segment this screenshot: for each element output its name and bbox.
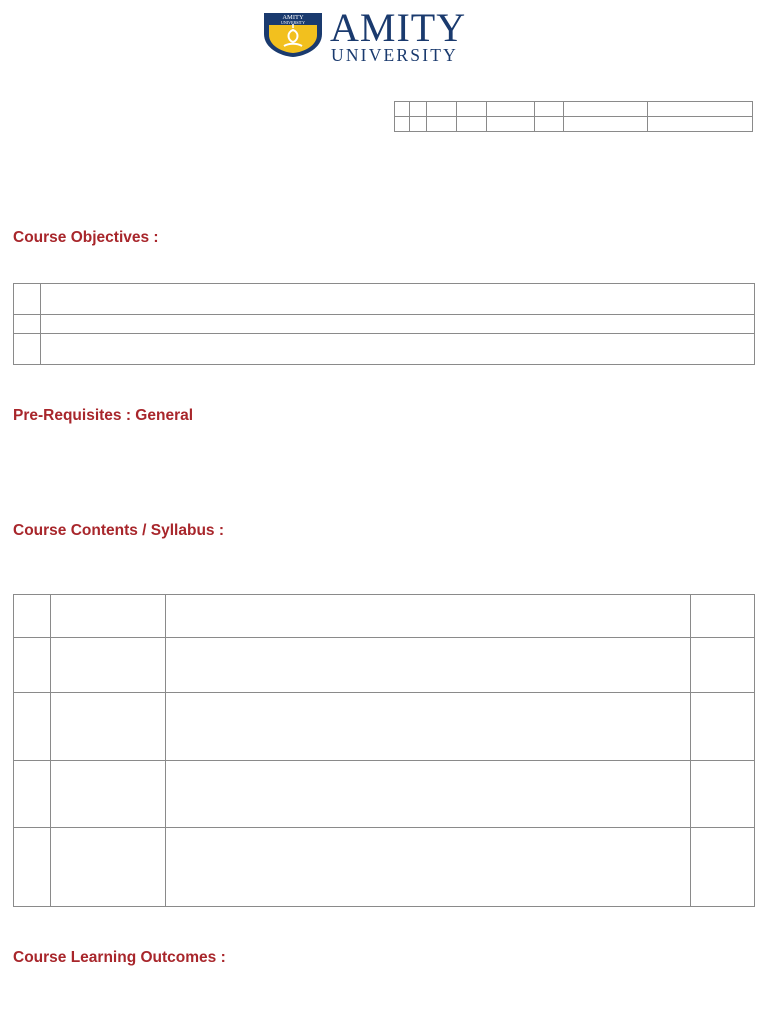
table-cell xyxy=(410,117,427,132)
amity-university-logo xyxy=(262,5,508,65)
course-contents-heading: Course Contents / Syllabus : xyxy=(13,522,225,539)
table-cell xyxy=(41,315,755,334)
course-objectives-heading: Course Objectives : xyxy=(13,229,159,246)
table-cell xyxy=(166,638,691,693)
table-cell xyxy=(691,693,755,761)
logo-wordmark: AMITY xyxy=(330,5,467,50)
table-cell xyxy=(14,315,41,334)
prerequisites-heading: Pre-Requisites : General xyxy=(13,407,194,424)
table-row xyxy=(14,315,755,334)
table-cell xyxy=(14,334,41,365)
table-cell xyxy=(51,595,166,638)
table-cell xyxy=(166,761,691,828)
table-cell xyxy=(166,693,691,761)
table-row xyxy=(14,334,755,365)
logo-subtitle: UNIVERSITY xyxy=(331,45,458,65)
table-cell xyxy=(691,638,755,693)
table-row xyxy=(395,117,753,132)
table-cell xyxy=(535,102,564,117)
table-cell xyxy=(14,638,51,693)
table-cell xyxy=(457,117,487,132)
table-cell xyxy=(51,761,166,828)
table-cell xyxy=(691,828,755,907)
course-objectives-table xyxy=(13,283,755,365)
table-cell xyxy=(648,117,753,132)
table-row xyxy=(14,828,755,907)
table-row xyxy=(14,761,755,828)
table-cell xyxy=(487,117,535,132)
table-cell xyxy=(14,693,51,761)
table-cell xyxy=(395,102,410,117)
table-cell xyxy=(427,102,457,117)
table-cell xyxy=(14,595,51,638)
table-cell xyxy=(410,102,427,117)
table-cell xyxy=(535,117,564,132)
svg-text:UNIVERSITY: UNIVERSITY xyxy=(281,20,305,25)
table-cell xyxy=(51,638,166,693)
table-row xyxy=(14,284,755,315)
table-row xyxy=(14,638,755,693)
table-cell xyxy=(564,117,648,132)
table-row xyxy=(395,102,753,117)
table-cell xyxy=(691,595,755,638)
amity-shield-icon xyxy=(262,10,324,58)
table-row xyxy=(14,595,755,638)
table-cell xyxy=(395,117,410,132)
course-info-table xyxy=(394,101,753,132)
table-cell xyxy=(14,828,51,907)
table-cell xyxy=(41,284,755,315)
table-cell xyxy=(41,334,755,365)
table-cell xyxy=(51,693,166,761)
table-cell xyxy=(166,595,691,638)
table-cell xyxy=(564,102,648,117)
table-cell xyxy=(457,102,487,117)
table-row xyxy=(14,693,755,761)
table-cell xyxy=(427,117,457,132)
svg-text:AMITY: AMITY xyxy=(282,14,304,21)
table-cell xyxy=(487,102,535,117)
table-cell xyxy=(166,828,691,907)
syllabus-table xyxy=(13,594,755,907)
table-cell xyxy=(14,284,41,315)
learning-outcomes-heading: Course Learning Outcomes : xyxy=(13,949,226,966)
table-cell xyxy=(14,761,51,828)
table-cell xyxy=(691,761,755,828)
table-cell xyxy=(51,828,166,907)
table-cell xyxy=(648,102,753,117)
